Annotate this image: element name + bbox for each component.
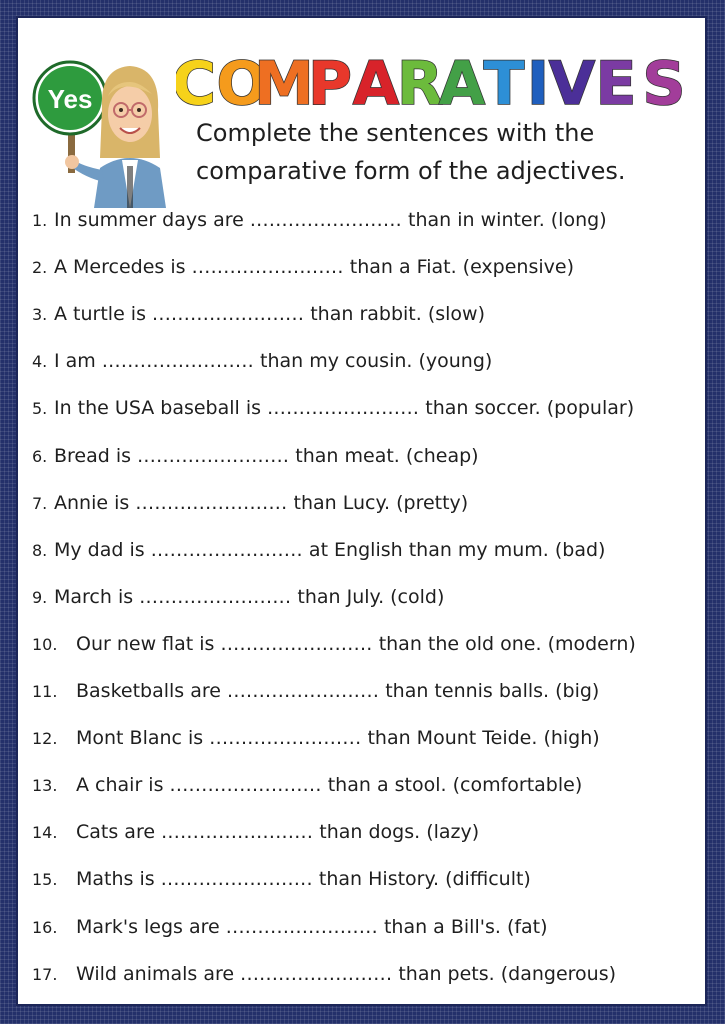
sentence-item — [32, 302, 485, 327]
sentence-number: 8. — [32, 540, 48, 560]
sentence-item — [32, 915, 548, 940]
sentence-after-text: than rabbit. (slow) — [310, 303, 486, 326]
sentence-before-text: Cats are — [76, 821, 156, 844]
answer-blank[interactable]: ........................ — [209, 727, 362, 750]
sentence-item — [32, 962, 616, 987]
sentence-before-text: A chair is — [76, 774, 164, 797]
sentence-after-text: than a Fiat. (expensive) — [349, 256, 574, 279]
sentence-number: 6. — [32, 446, 48, 466]
sentence-after-text: at English than my mum. (bad) — [308, 538, 606, 561]
sentence-item — [32, 632, 636, 657]
sentence-number: 3. — [32, 305, 48, 325]
sentence-after-text: than Lucy. (pretty) — [293, 491, 469, 514]
worksheet — [16, 16, 707, 1006]
sentence-after-text: than meat. (cheap) — [295, 444, 479, 467]
sentence-after-text: than pets. (dangerous) — [398, 962, 617, 985]
sentence-item — [32, 349, 492, 374]
sentence-item — [32, 491, 468, 516]
sentence-before-text: In summer days are — [54, 209, 244, 231]
sentence-number: 10. — [32, 634, 58, 654]
sentence-before-text: I am — [54, 350, 96, 373]
answer-blank[interactable]: ........................ — [101, 350, 254, 373]
title-letter: P — [308, 49, 352, 119]
sentence-after-text: than my cousin. (young) — [260, 350, 493, 373]
title-letter: A — [438, 49, 486, 119]
sentence-number: 7. — [32, 493, 48, 513]
sentence-item — [32, 444, 479, 469]
title-letter: V — [548, 49, 596, 119]
answer-blank[interactable]: ........................ — [225, 915, 378, 938]
answer-blank[interactable]: ........................ — [249, 209, 402, 231]
sentence-number: 9. — [32, 587, 48, 607]
sentence-before-text: In the USA baseball is — [54, 397, 262, 420]
sentence-before-text: A Mercedes is — [54, 256, 186, 279]
sentence-item — [32, 208, 607, 233]
title-letter: S — [642, 49, 686, 119]
sentence-before-text: A turtle is — [54, 303, 146, 326]
sentence-after-text: than soccer. (popular) — [425, 397, 635, 420]
sentence-item — [32, 773, 582, 798]
sentence-item — [32, 585, 444, 610]
sentence-after-text: than History. (difficult) — [318, 868, 531, 891]
answer-blank[interactable]: ........................ — [191, 256, 344, 279]
sentence-after-text: than a Bill's. (fat) — [383, 915, 548, 938]
answer-blank[interactable]: ........................ — [220, 632, 373, 655]
title-letter: O — [216, 49, 268, 119]
sentence-after-text: than a stool. (comfortable) — [327, 774, 583, 797]
answer-blank[interactable]: ........................ — [139, 585, 292, 608]
sentence-item — [32, 538, 605, 563]
sentence-number: 15. — [32, 870, 58, 890]
sentence-number: 1. — [32, 211, 48, 230]
sentence-number: 17. — [32, 964, 58, 984]
sentence-item — [32, 396, 634, 421]
answer-blank[interactable]: ........................ — [135, 491, 288, 514]
sentence-item — [32, 255, 574, 280]
sentence-number: 2. — [32, 258, 48, 278]
instructions-line-2: comparative form of the adjectives. — [196, 157, 626, 185]
sentence-number: 13. — [32, 776, 58, 796]
instructions — [196, 114, 696, 190]
sentence-before-text: Mont Blanc is — [76, 727, 204, 750]
title-letter: R — [396, 49, 444, 119]
instructions-line-1: Complete the sentences with the — [196, 119, 595, 147]
sentence-after-text: than dogs. (lazy) — [319, 821, 480, 844]
sentence-item — [32, 820, 479, 845]
sentence-before-text: Basketballs are — [76, 680, 221, 702]
page-title — [176, 24, 706, 124]
sentence-after-text: than in winter. (long) — [408, 209, 607, 231]
sentence-item — [32, 679, 599, 704]
answer-blank[interactable]: ........................ — [240, 962, 393, 985]
answer-blank[interactable]: ........................ — [160, 868, 313, 891]
answer-blank[interactable]: ........................ — [161, 821, 314, 844]
title-letter: M — [254, 49, 314, 119]
answer-blank[interactable]: ........................ — [267, 397, 420, 420]
sentence-before-text: March is — [54, 585, 134, 608]
title-letter: E — [595, 49, 637, 119]
sentence-before-text: Our new flat is — [76, 632, 215, 655]
sentence-item — [32, 867, 531, 892]
sentence-number: 14. — [32, 823, 58, 843]
sentence-number: 4. — [32, 352, 48, 372]
sentence-after-text: than July. (cold) — [297, 585, 445, 608]
sentence-before-text: Wild animals are — [76, 962, 235, 985]
sentence-before-text: My dad is — [54, 538, 145, 561]
title-letter: C — [176, 49, 217, 119]
title-letter: I — [526, 49, 550, 119]
answer-blank[interactable]: ........................ — [169, 774, 322, 797]
title-letter: T — [483, 49, 525, 119]
sentence-number: 11. — [32, 682, 58, 701]
sentence-number: 12. — [32, 729, 58, 749]
sentence-number: 5. — [32, 399, 48, 419]
yes-sign-text: Yes — [47, 84, 93, 114]
sentence-before-text: Annie is — [54, 491, 130, 514]
sentence-number: 16. — [32, 917, 58, 937]
teacher-yes-sign-icon — [30, 48, 195, 208]
sentence-before-text: Mark's legs are — [76, 915, 220, 938]
sentence-after-text: than the old one. (modern) — [378, 632, 636, 655]
title-letter: A — [352, 49, 400, 119]
answer-blank[interactable]: ........................ — [152, 303, 305, 326]
sentence-after-text: than tennis balls. (big) — [385, 680, 600, 702]
sentence-before-text: Maths is — [76, 868, 155, 891]
sentence-item — [32, 726, 600, 751]
answer-blank[interactable]: ........................ — [137, 444, 290, 467]
answer-blank[interactable]: ........................ — [227, 680, 380, 702]
sentence-before-text: Bread is — [54, 444, 132, 467]
sentence-after-text: than Mount Teide. (high) — [367, 727, 600, 750]
answer-blank[interactable]: ........................ — [150, 538, 303, 561]
